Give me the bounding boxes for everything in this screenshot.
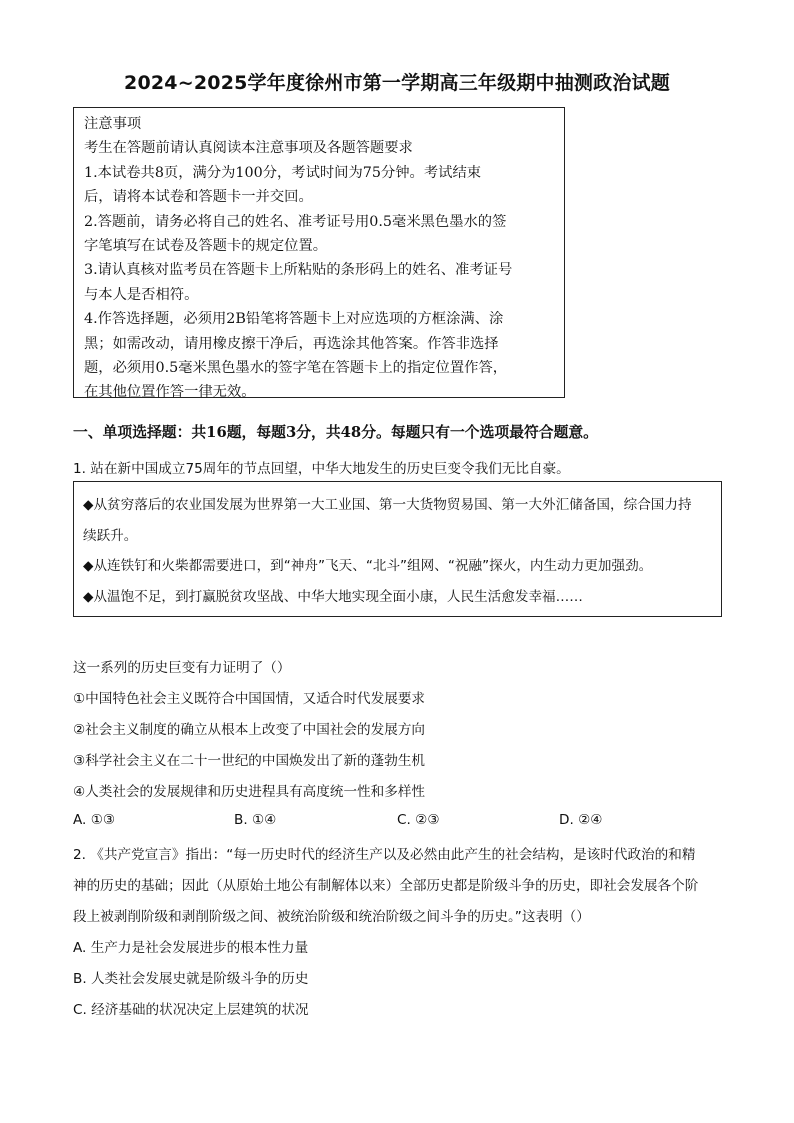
notice-line: 1.本试卷共8页，满分为100分，考试时间为75分钟。考试结束 [84,164,482,181]
q1-statement: ④人类社会的发展规律和历史进程具有高度统一性和多样性 [73,784,426,800]
material-line: ◆从连铁钉和火柴都需要进口，到“神舟”飞天、“北斗”组网、“祝融”探火，内生动力更加强劲。 [83,558,653,574]
notice-line: 4.作答选择题，必须用2B铅笔将答题卡上对应选项的方框涂满、涂 [84,311,504,328]
notice-line: 考生在答题前请认真阅读本注意事项及各题答题要求 [84,140,413,157]
q1-statement: ③科学社会主义在二十一世纪的中国焕发出了新的蓬勃生机 [73,753,426,769]
q1-option-d: D. ②④ [559,812,603,828]
section-heading: 一、单项选择题：共16题，每题3分，共48分。每题只有一个选项最符合题意。 [73,424,598,441]
q1-question: 这一系列的历史巨变有力证明了（） [73,660,291,676]
q2-stem-line: 段上被剥削阶级和剥削阶级之间、被统治阶级和统治阶级之间斗争的历史。”这表明（） [73,909,590,925]
notice-line: 黑；如需改动，请用橡皮擦干净后，再选涂其他答案。作答非选择 [84,335,499,352]
notice-line: 后，请将本试卷和答题卡一并交回。 [84,189,313,206]
q1-option-a: A. ①③ [73,812,116,828]
q1-option-c: C. ②③ [397,812,440,828]
exam-title: 2024~2025学年度徐州市第一学期高三年级期中抽测政治试题 [124,72,670,94]
notice-line: 与本人是否相符。 [84,286,199,303]
q2-option-c: C. 经济基础的状况决定上层建筑的状况 [73,1002,309,1018]
material-line: 续跃升。 [83,527,138,544]
q1-option-b: B. ①④ [234,812,277,828]
notice-heading: 注意事项 [84,116,142,132]
q1-statement: ②社会主义制度的确立从根本上改变了中国社会的发展方向 [73,722,426,738]
material-line: ◆从贫穷落后的农业国发展为世界第一大工业国、第一大货物贸易国、第一大外汇储备国，综合国力持 [83,497,692,513]
q1-statement: ①中国特色社会主义既符合中国国情，又适合时代发展要求 [73,691,426,707]
notice-line: 题，必须用0.5毫米黑色墨水的签字笔在答题卡上的指定位置作答， [84,360,508,377]
notice-line: 3.请认真核对监考员在答题卡上所粘贴的条形码上的姓名、准考证号 [84,262,513,279]
notice-line: 字笔填写在试卷及答题卡的规定位置。 [84,238,328,255]
notice-line: 2.答题前，请务必将自己的姓名、准考证号用0.5毫米黑色墨水的签 [84,213,507,230]
material-line: ◆从温饱不足，到打赢脱贫攻坚战、中华大地实现全面小康，人民生活愈发幸福…… [83,588,583,605]
q1-stem: 1. 站在新中国成立75周年的节点回望，中华大地发生的历史巨变令我们无比自豪。 [73,461,570,477]
q2-stem-line: 2. 《共产党宣言》指出：“每一历史时代的经济生产以及必然由此产生的社会结构，是该时代政治的和精 [73,847,696,863]
notice-line: 在其他位置作答一律无效。 [84,384,256,401]
q2-stem-line: 神的历史的基础；因此（从原始土地公有制解体以来）全部历史都是阶级斗争的历史，即社会发展各个阶 [73,878,699,894]
q2-option-a: A. 生产力是社会发展进步的根本性力量 [73,940,309,956]
notice-box [73,107,565,401]
q1-material-box [73,481,722,617]
q2-option-b: B. 人类社会发展史就是阶级斗争的历史 [73,971,309,987]
